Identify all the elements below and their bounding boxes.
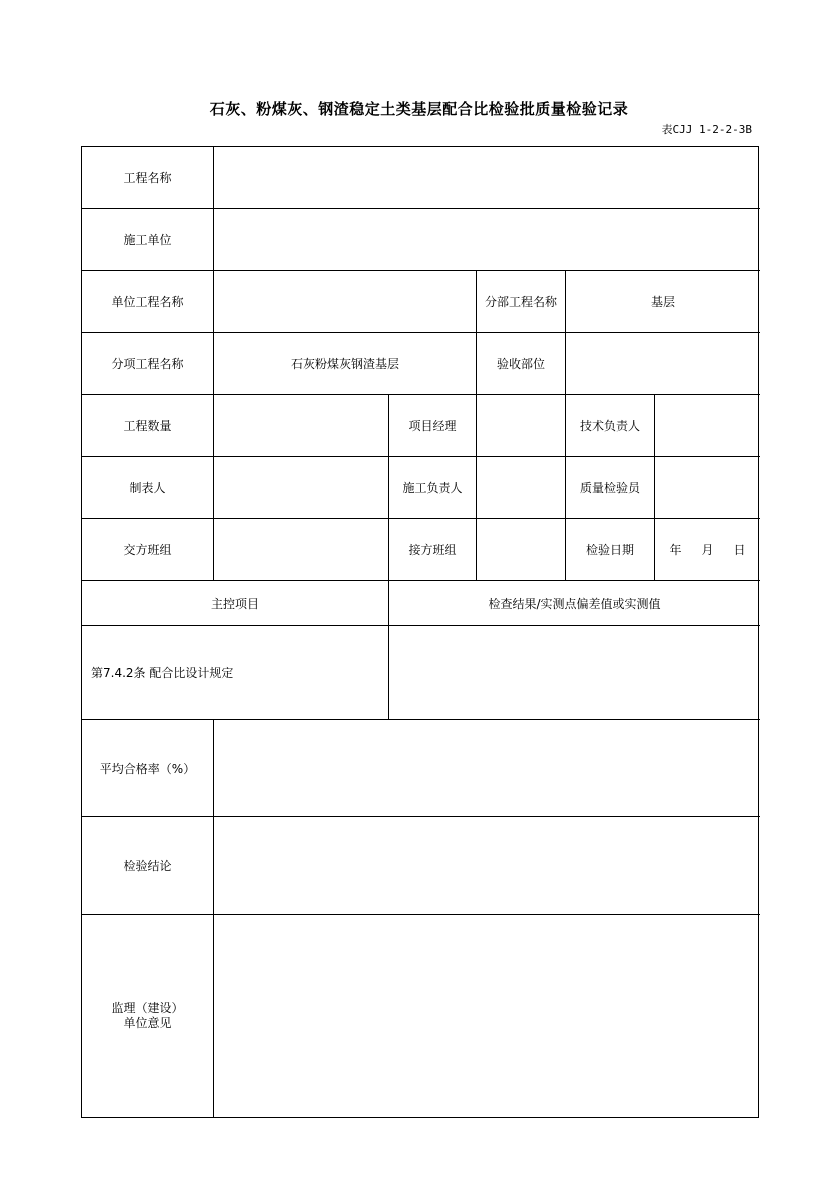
inspection-date-label: 检验日期	[566, 519, 655, 581]
handover-team-field[interactable]	[214, 519, 389, 581]
handover-team-label: 交方班组	[82, 519, 214, 581]
division-label: 分部工程名称	[477, 271, 566, 333]
main-control-header: 主控项目	[82, 581, 389, 626]
result-header: 检查结果/实测点偏差值或实测值	[389, 581, 760, 626]
quality-inspector-label: 质量检验员	[566, 457, 655, 519]
acceptance-part-label: 验收部位	[477, 333, 566, 395]
tech-lead-label: 技术负责人	[566, 395, 655, 457]
quantity-label: 工程数量	[82, 395, 214, 457]
supervisor-opinion-label	[82, 915, 214, 1117]
construction-lead-field[interactable]	[477, 457, 566, 519]
project-name-field[interactable]	[214, 147, 760, 209]
subitem-value[interactable]: 石灰粉煤灰钢渣基层	[214, 333, 477, 395]
construction-lead-label: 施工负责人	[389, 457, 477, 519]
project-manager-field[interactable]	[477, 395, 566, 457]
preparer-field[interactable]	[214, 457, 389, 519]
project-manager-label: 项目经理	[389, 395, 477, 457]
document-title: 石灰、粉煤灰、钢渣稳定土类基层配合比检验批质量检验记录	[209, 100, 629, 118]
subitem-label: 分项工程名称	[82, 333, 214, 395]
conclusion-label: 检验结论	[82, 817, 214, 915]
main-control-item: 第7.4.2条 配合比设计规定	[82, 626, 389, 720]
inspection-form	[81, 146, 759, 1118]
contractor-label: 施工单位	[82, 209, 214, 271]
division-value[interactable]: 基层	[566, 271, 760, 333]
date-day: 日	[733, 543, 746, 557]
main-control-result-field[interactable]	[389, 626, 760, 720]
contractor-field[interactable]	[214, 209, 760, 271]
date-month: 月	[701, 543, 714, 557]
preparer-label: 制表人	[82, 457, 214, 519]
date-year: 年	[669, 543, 682, 557]
project-name-label: 工程名称	[82, 147, 214, 209]
form-code: 表CJJ 1-2-2-3B	[661, 123, 752, 136]
supervisor-label-line1: 监理（建设）	[111, 1001, 184, 1015]
supervisor-opinion-field[interactable]	[214, 915, 760, 1117]
quantity-field[interactable]	[214, 395, 389, 457]
quality-inspector-field[interactable]	[655, 457, 760, 519]
pass-rate-label: 平均合格率（%）	[82, 720, 214, 817]
receiving-team-label: 接方班组	[389, 519, 477, 581]
inspection-date-field[interactable]	[655, 519, 760, 581]
supervisor-label-line2: 单位意见	[123, 1016, 172, 1030]
pass-rate-field[interactable]	[214, 720, 760, 817]
unit-project-label: 单位工程名称	[82, 271, 214, 333]
acceptance-part-field[interactable]	[566, 333, 760, 395]
unit-project-field[interactable]	[214, 271, 477, 333]
receiving-team-field[interactable]	[477, 519, 566, 581]
conclusion-field[interactable]	[214, 817, 760, 915]
tech-lead-field[interactable]	[655, 395, 760, 457]
